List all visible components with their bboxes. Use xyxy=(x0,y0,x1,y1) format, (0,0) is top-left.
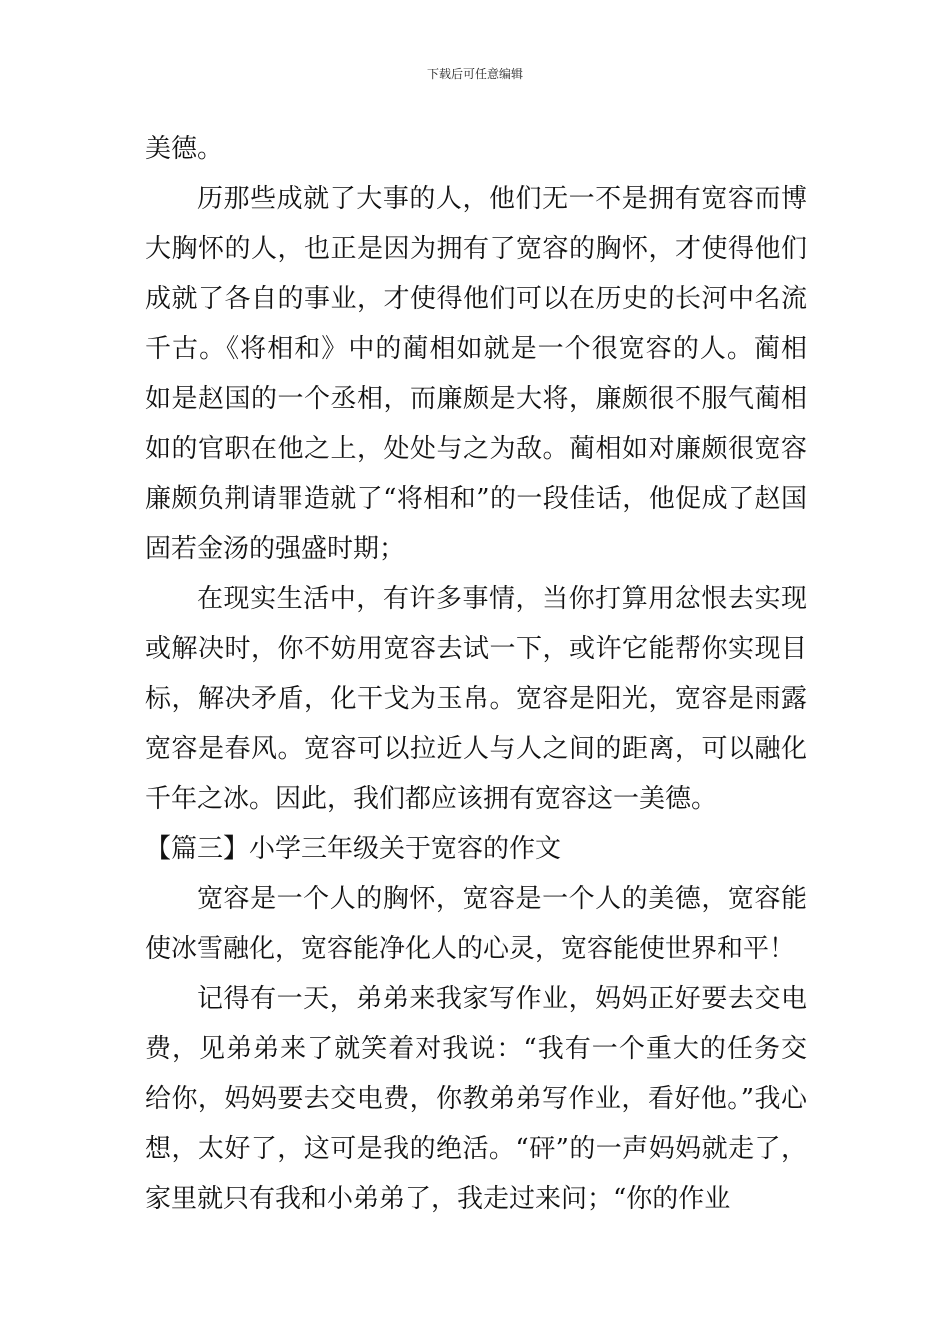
paragraph-story: 记得有一天，弟弟来我家写作业，妈妈正好要去交电费，见弟弟来了就笑着对我说：“我有一个重大的任务交给你，妈妈要去交电费，你教弟弟写作业，看好他。”我心想，太好了，这可是我的绝活。“砰”的一声妈妈就走了，家里就只有我和小弟弟了，我走过来问；“你的作业 xyxy=(145,984,807,1214)
page-header: 下载后可任意编辑 xyxy=(426,67,523,81)
paragraph-history: 历那些成就了大事的人，他们无一不是拥有宽容而博大胸怀的人，也正是因为拥有了宽容的胸怀，才使得他们成就了各自的事业，才使得他们可以在历史的长河中名流千古。《将相和》中的蔺相如就是一个很宽容的人。蔺相如是赵国的一个丞相，而廉颇是大将，廉颇很不服气蔺相如的官职在他之上，处处与之为敌。蔺相如对廉颇很宽容廉颇负荆请罪造就了“将相和”的一段佳话，他促成了赵国固若金汤的强盛时期； xyxy=(145,184,807,564)
document-body xyxy=(145,124,807,1224)
paragraph-real-life: 在现实生活中，有许多事情，当你打算用忿恨去实现或解决时，你不妨用宽容去试一下，或许它能帮你实现目标，解决矛盾，化干戈为玉帛。宽容是阳光，宽容是雨露宽容是春风。宽容可以拉近人与人之间的距离，可以融化千年之冰。因此，我们都应该拥有宽容这一美德。 xyxy=(145,584,807,814)
section-heading: 【篇三】小学三年级关于宽容的作文 xyxy=(145,834,562,864)
paragraph-tolerance-intro: 宽容是一个人的胸怀，宽容是一个人的美德，宽容能使冰雪融化，宽容能净化人的心灵，宽容能使世界和平！ xyxy=(145,884,807,964)
paragraph-continuation: 美德。 xyxy=(145,134,224,164)
